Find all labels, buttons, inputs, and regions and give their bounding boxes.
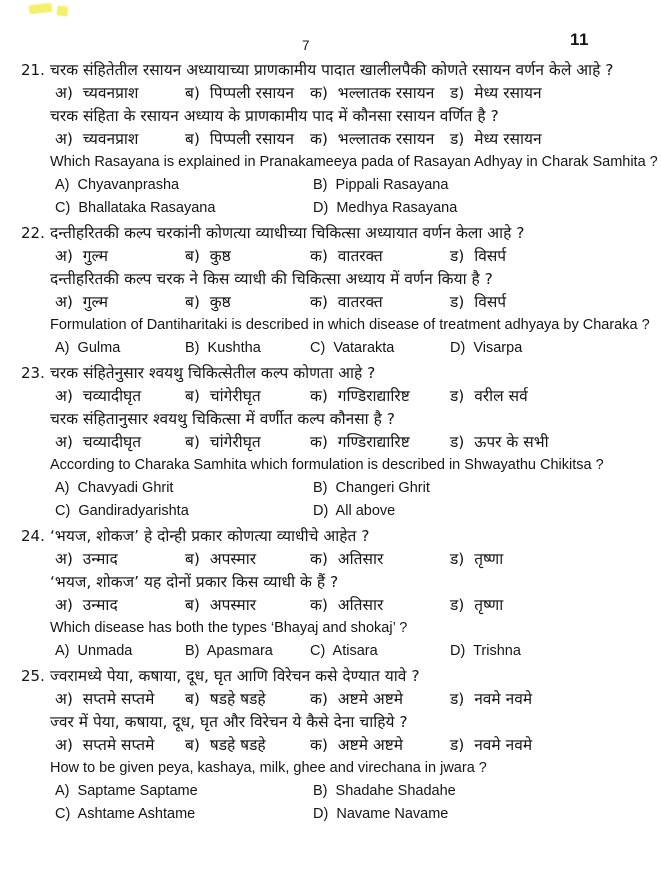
option-d: D) Visarpa: [450, 340, 523, 356]
option-a: अ) च्यवनप्राश: [55, 84, 139, 102]
options-row-english-1: [50, 174, 661, 197]
option-a: अ) सप्तमे सप्तमे: [55, 690, 155, 708]
option-b: ब) षडहे षडहे: [185, 690, 266, 708]
question-text-hindi: चरक संहिता के रसायन अध्याय के प्राणकामीय पाद में कौनसा रसायन वर्णित है ?: [50, 107, 499, 125]
options-row-marathi: [50, 548, 661, 571]
option-d: ड) तृष्णा: [450, 550, 504, 568]
option-d: ड) मेध्य रसायन: [450, 130, 542, 148]
option-c: क) भल्लातक रसायन: [310, 84, 435, 102]
option-b: ब) कुष्ठ: [185, 293, 231, 311]
question-text-hindi: चरक संहितानुसार श्वयथु चिकित्सा में वर्णीत कल्प कौनसा है ?: [50, 410, 396, 428]
question-line-hindi: [50, 408, 661, 431]
options-row-marathi: [50, 688, 661, 711]
option-d: D) Trishna: [450, 643, 521, 659]
options-row-hindi: [50, 734, 661, 757]
option-a: अ) गुल्म: [55, 293, 109, 311]
option-d: ड) मेध्य रसायन: [450, 84, 542, 102]
question-line-hindi: [50, 268, 661, 291]
option-d: D) All above: [313, 503, 396, 519]
option-a: A) Chavyadi Ghrit: [55, 480, 174, 496]
question-text-hindi: दन्तीहरितकी कल्प चरक ने किस व्याधी की चिकित्सा अध्याय में वर्णन किया है ?: [50, 270, 493, 288]
option-c: C) Atisara: [310, 643, 378, 659]
options-row-hindi: [50, 291, 661, 314]
question-25: [0, 665, 661, 826]
option-c: क) अतिसार: [310, 596, 384, 614]
question-text-hindi: ‘भयज, शोकज’ यह दोनों प्रकार किस व्याधी के हैं ?: [50, 573, 339, 591]
question-line-marathi: [21, 222, 661, 245]
question-list: [0, 59, 661, 828]
question-line-english: [50, 314, 661, 337]
option-b: B) Shadahe Shadahe: [313, 783, 456, 799]
question-text-english: Formulation of Dantiharitaki is described in which disease of treatment adhyaya by Charaka ?: [50, 317, 650, 333]
question-line-english: [50, 757, 661, 780]
question-text-marathi: दन्तीहरितकी कल्प चरकांनी कोणत्या व्याधीच्या चिकित्सा अध्यायात वर्णन केला आहे ?: [50, 224, 525, 242]
question-text-english: How to be given peya, kashaya, milk, ghee and virechana in jwara ?: [50, 760, 487, 776]
question-text-marathi: ‘भयज, शोकज’ हे दोन्ही प्रकार कोणत्या व्याधीचे आहेत ?: [50, 527, 370, 545]
option-d: ड) विसर्प: [450, 293, 507, 311]
option-c: C) Bhallataka Rasayana: [55, 200, 216, 216]
option-d: ड) नवमे नवमे: [450, 690, 533, 708]
options-row-english-1: [50, 780, 661, 803]
question-24: [0, 525, 661, 663]
question-text-english: According to Charaka Samhita which formulation is described in Shwayathu Chikitsa ?: [50, 457, 604, 473]
question-line-hindi: [50, 571, 661, 594]
option-a: अ) च्यवनप्राश: [55, 130, 139, 148]
option-c: क) गण्डिराद्यारिष्ट: [310, 433, 410, 451]
question-number: 21.: [21, 61, 45, 79]
option-a: अ) गुल्म: [55, 247, 109, 265]
options-row-marathi: [50, 385, 661, 408]
options-row-hindi: [50, 128, 661, 151]
options-row-english-2: [50, 500, 661, 523]
options-row-english: [50, 337, 661, 360]
question-text-marathi: चरक संहितेनुसार श्वयथु चिकित्सेतील कल्प कोणता आहे ?: [50, 364, 376, 382]
option-a: अ) सप्तमे सप्तमे: [55, 736, 155, 754]
options-row-english-2: [50, 197, 661, 220]
page-number-center: 7: [302, 38, 310, 53]
question-number: 24.: [21, 527, 45, 545]
page-number-corner: 11: [570, 30, 589, 49]
question-line-english: [50, 617, 661, 640]
option-d: ड) विसर्प: [450, 247, 507, 265]
option-b: B) Changeri Ghrit: [313, 480, 430, 496]
options-row-hindi: [50, 431, 661, 454]
option-c: क) वातरक्त: [310, 247, 383, 265]
option-d: ड) ऊपर के सभी: [450, 433, 549, 451]
option-b: ब) अपस्मार: [185, 596, 257, 614]
question-number: 25.: [21, 667, 45, 685]
question-number: 23.: [21, 364, 45, 382]
option-b: ब) षडहे षडहे: [185, 736, 266, 754]
option-d: ड) वरील सर्व: [450, 387, 528, 405]
question-line-marathi: [21, 362, 661, 385]
question-line-hindi: [50, 711, 661, 734]
option-d: D) Navame Navame: [313, 806, 449, 822]
options-row-english: [50, 640, 661, 663]
option-a: A) Gulma: [55, 340, 121, 356]
question-line-hindi: [50, 105, 661, 128]
option-a: A) Unmada: [55, 643, 133, 659]
option-b: ब) चांगेरीघृत: [185, 387, 261, 405]
options-row-marathi: [50, 245, 661, 268]
highlighter-mark-1: [29, 3, 53, 14]
options-row-marathi: [50, 82, 661, 105]
option-b: ब) पिप्पली रसायन: [185, 130, 295, 148]
question-23: [0, 362, 661, 523]
option-b: ब) अपस्मार: [185, 550, 257, 568]
option-c: क) अष्टमे अष्टमे: [310, 690, 404, 708]
option-d: D) Medhya Rasayana: [313, 200, 458, 216]
question-line-marathi: [21, 665, 661, 688]
option-c: C) Ashtame Ashtame: [55, 806, 196, 822]
option-a: अ) चव्यादीघृत: [55, 387, 142, 405]
question-text-english: Which disease has both the types ‘Bhayaj and shokaj’ ?: [50, 620, 408, 636]
question-text-marathi: चरक संहितेतील रसायन अध्यायाच्या प्राणकामीय पादात खालीलपैकी कोणते रसायन वर्णन केले आहे ?: [50, 61, 614, 79]
option-c: क) अतिसार: [310, 550, 384, 568]
option-c: क) गण्डिराद्यारिष्ट: [310, 387, 410, 405]
question-line-english: [50, 151, 661, 174]
question-number: 22.: [21, 224, 45, 242]
option-b: B) Pippali Rasayana: [313, 177, 449, 193]
option-a: अ) उन्माद: [55, 596, 118, 614]
question-line-english: [50, 454, 661, 477]
option-b: ब) कुष्ठ: [185, 247, 231, 265]
option-b: ब) चांगेरीघृत: [185, 433, 261, 451]
option-a: अ) चव्यादीघृत: [55, 433, 142, 451]
question-line-marathi: [21, 59, 661, 82]
option-d: ड) तृष्णा: [450, 596, 504, 614]
options-row-hindi: [50, 594, 661, 617]
question-21: [0, 59, 661, 220]
option-a: A) Chyavanprasha: [55, 177, 180, 193]
option-a: अ) उन्माद: [55, 550, 118, 568]
option-c: C) Vatarakta: [310, 340, 395, 356]
options-row-english-2: [50, 803, 661, 826]
option-b: B) Apasmara: [185, 643, 273, 659]
options-row-english-1: [50, 477, 661, 500]
question-line-marathi: [21, 525, 661, 548]
question-text-marathi: ज्वरामध्ये पेया, कषाया, दूध, घृत आणि विरेचन कसे देण्यात यावे ?: [50, 667, 420, 685]
option-c: क) भल्लातक रसायन: [310, 130, 435, 148]
question-text-english: Which Rasayana is explained in Pranakameeya pada of Rasayan Adhyay in Charak Samhita ?: [50, 154, 658, 170]
option-c: C) Gandiradyarishta: [55, 503, 189, 519]
option-b: B) Kushtha: [185, 340, 261, 356]
option-c: क) वातरक्त: [310, 293, 383, 311]
option-a: A) Saptame Saptame: [55, 783, 198, 799]
question-22: [0, 222, 661, 360]
highlighter-mark-2: [57, 6, 69, 17]
option-d: ड) नवमे नवमे: [450, 736, 533, 754]
option-c: क) अष्टमे अष्टमे: [310, 736, 404, 754]
option-b: ब) पिप्पली रसायन: [185, 84, 295, 102]
question-text-hindi: ज्वर में पेया, कषाया, दूध, घृत और विरेचन ये कैसे देना चाहिये ?: [50, 713, 408, 731]
